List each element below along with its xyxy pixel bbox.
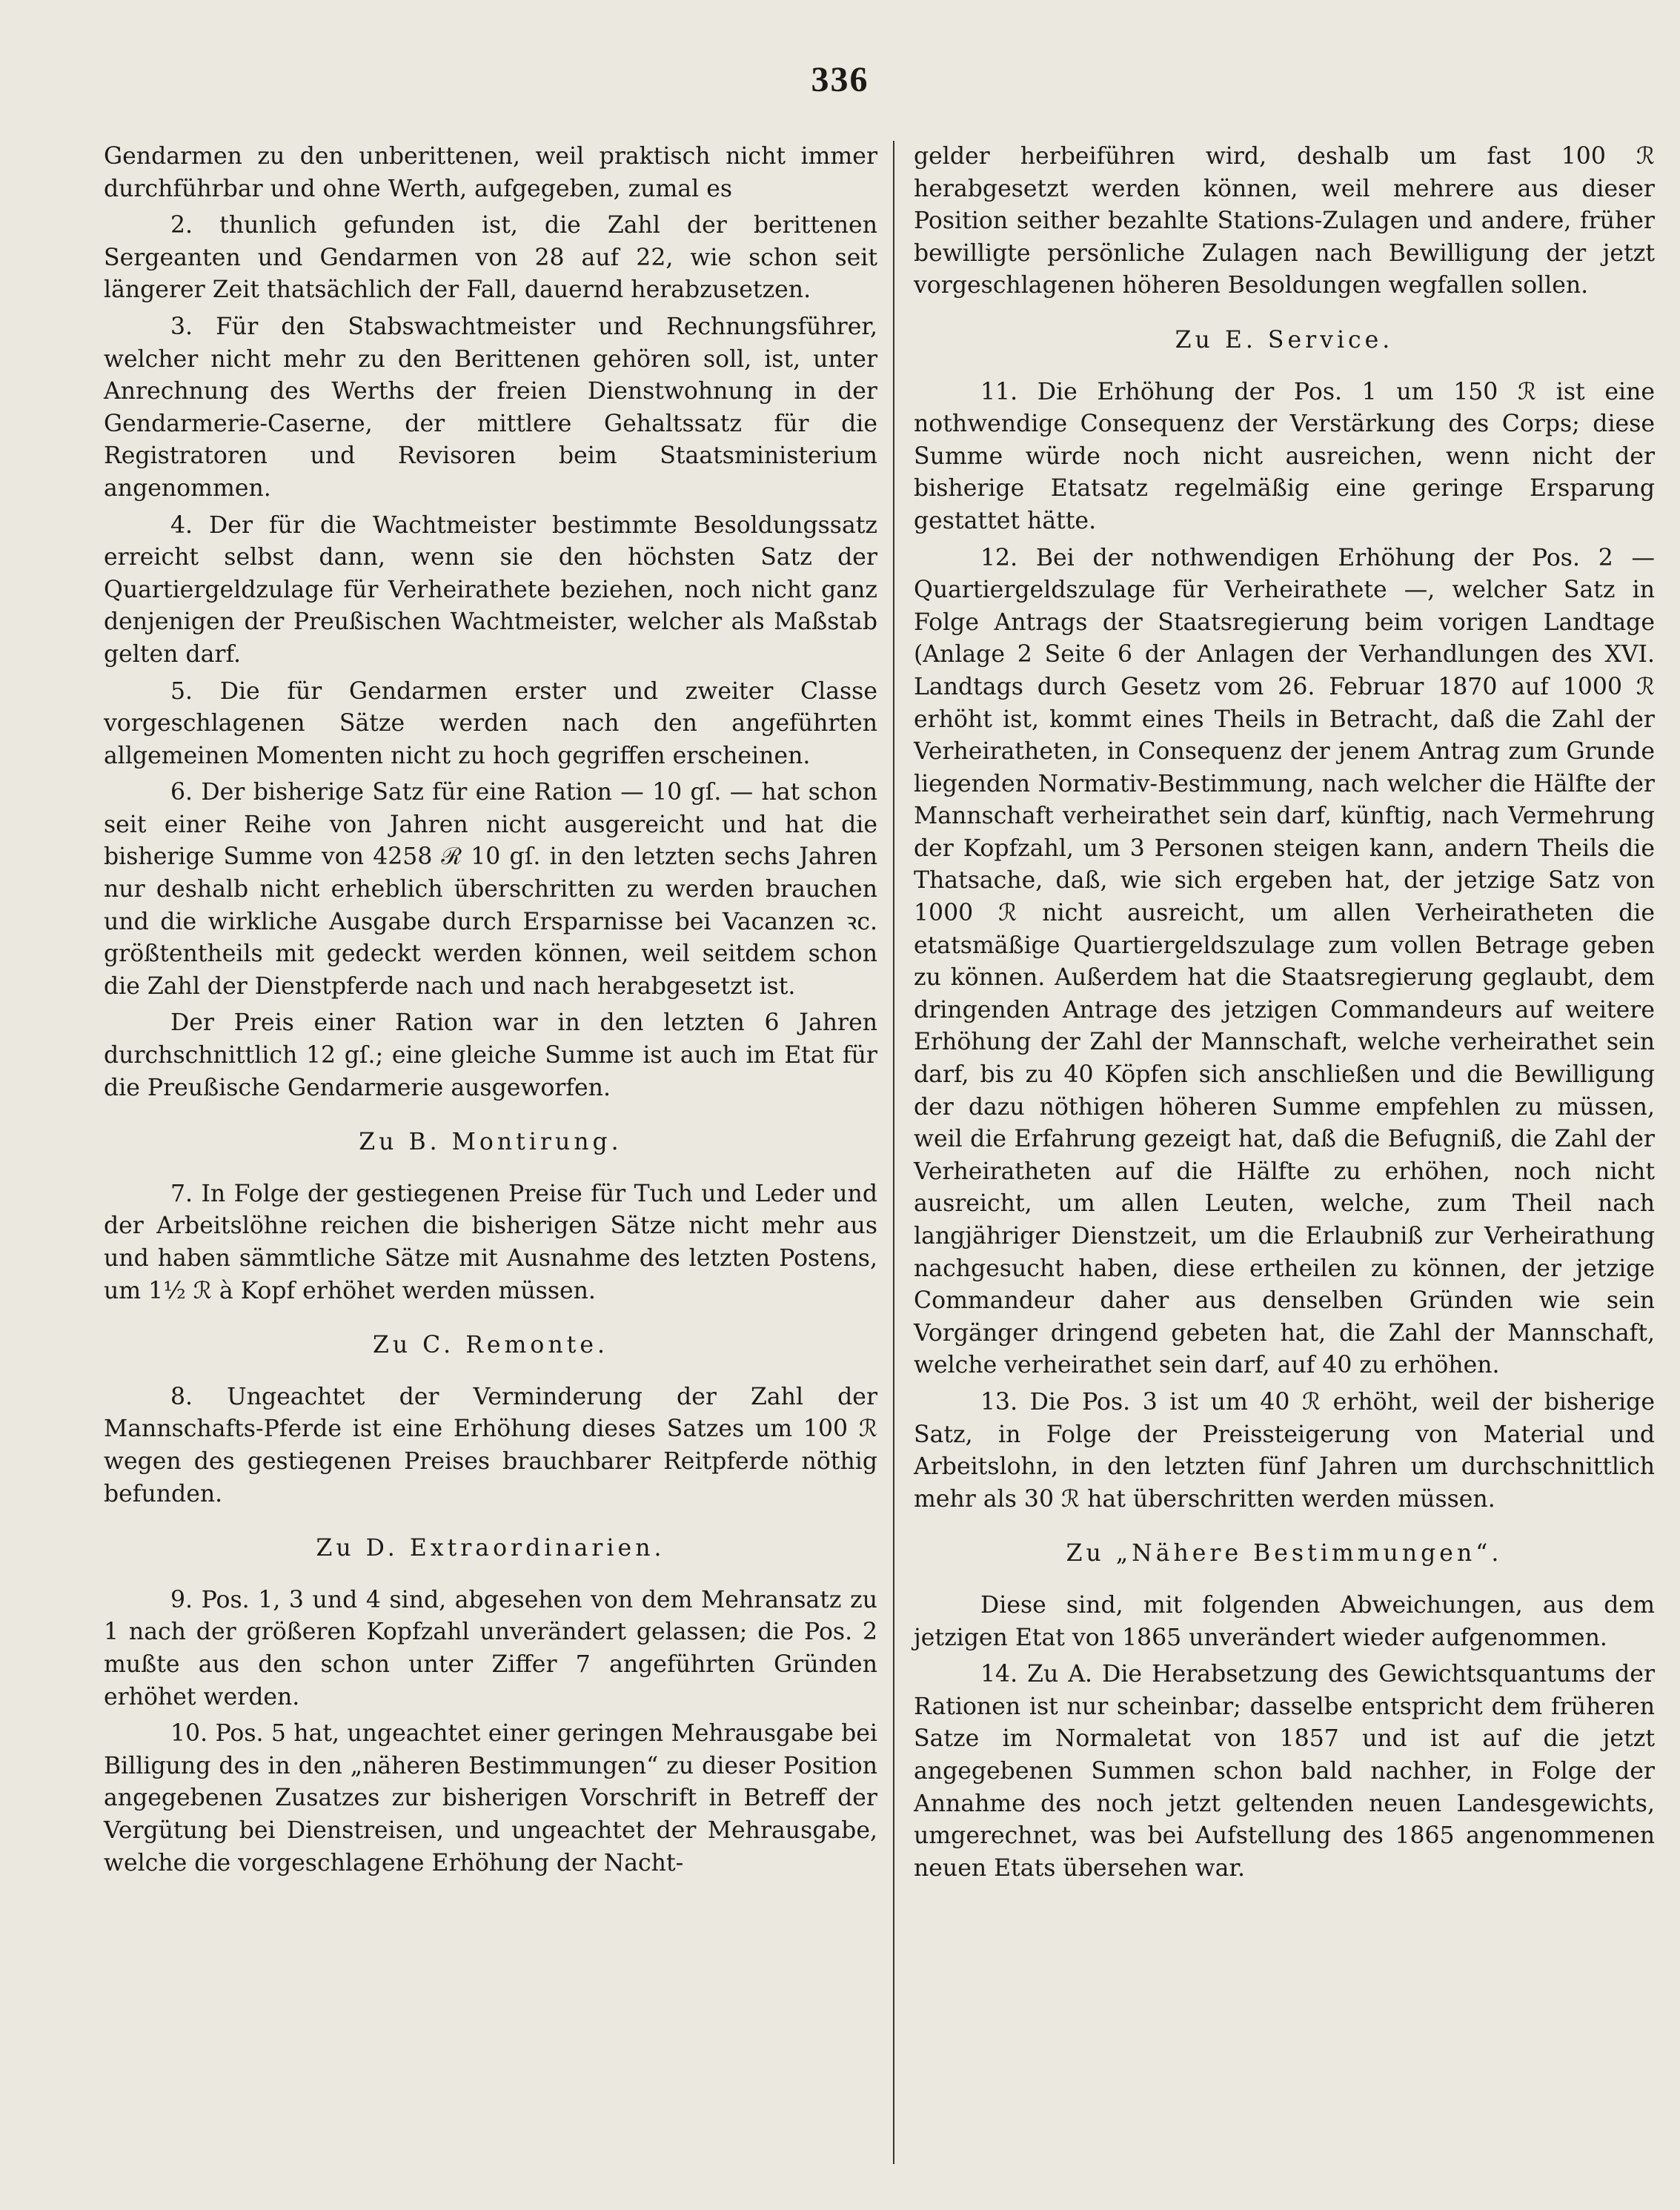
section-heading: Zu E. Service.: [1175, 326, 1394, 354]
section-heading: Zu C. Remonte.: [373, 1332, 608, 1359]
section-heading: Zu „Nähere Bestimmungen“.: [1066, 1540, 1503, 1567]
page-number: 336: [811, 60, 869, 99]
paragraph: 10. Pos. 5 hat, ungeachtet einer geringen Mehrausgabe bei Billigung des in den „näheren Bestimmungen“ zu dieser Position angegebenen Zusatzes zur bisherigen Vorschrift in Betreff der Vergütung bei Dienstreisen, und ungeachtet der Mehrausgabe, welche die vorgeschlagene Erhöhung der Nacht-: [104, 1720, 877, 1876]
paragraph: Diese sind, mit folgenden Abweichungen, aus dem jetzigen Etat von 1865 unverändert wieder aufgenommen.: [914, 1591, 1655, 1651]
paragraph: Gendarmen zu den unberittenen, weil praktisch nicht immer durchführbar und ohne Werth, aufgegeben, zumal es: [104, 143, 877, 202]
paragraph: 14. Zu A. Die Herabsetzung des Gewichtsquantums der Rationen ist nur scheinbar; dasselbe entspricht dem früheren Satze im Normaletat von 1857 und ist auf die jetzt angegebenen Summen schon bald nachher, in Folge der Annahme des noch jetzt geltenden neuen Landesgewichts, umgerechnet, was bei Aufstellung des 1865 angenommenen neuen Etats übersehen war.: [914, 1661, 1655, 1882]
section-heading: Zu D. Extraordinarien.: [316, 1535, 665, 1562]
section-heading: Zu B. Montirung.: [359, 1129, 622, 1156]
paragraph: 7. In Folge der gestiegenen Preise für Tuch und Leder und der Arbeitslöhne reichen die bisherigen Sätze nicht mehr aus und haben sämmtliche Sätze mit Ausnahme des letzten Postens, um 1½ ℛ à Kopf erhöhet werden müssen.: [104, 1180, 877, 1304]
right-column: [914, 141, 1655, 1885]
paragraph: 9. Pos. 1, 3 und 4 sind, abgesehen von dem Mehransatz zu 1 nach der größeren Kopfzahl unverändert gelassen; die Pos. 2 mußte aus den schon unter Ziffer 7 angeführten Gründen erhöhet werden.: [104, 1586, 877, 1710]
paragraph: 3. Für den Stabswachtmeister und Rechnungsführer, welcher nicht mehr zu den Berittenen gehören soll, ist, unter Anrechnung des Werths der freien Dienstwohnung in der Gendarmerie-Caserne, der mittlere Gehaltssatz für die Registratoren und Revisoren beim Staatsministerium angenommen.: [104, 313, 877, 502]
paragraph: 12. Bei der nothwendigen Erhöhung der Pos. 2 — Quartiergeldszulage für Verheirathete —, welcher Satz in Folge Antrags der Staatsregierung beim vorigen Landtage (Anlage 2 Seite 6 der Anlagen der Verhandlungen des XVI. Landtags durch Gesetz vom 26. Februar 1870 auf 1000 ℛ erhöht ist, kommt eines Theils in Betracht, daß die Zahl der Verheiratheten, in Consequenz der jenem Antrag zum Grunde liegenden Normativ-Bestimmung, nach welcher die Hälfte der Mannschaft verheirathet sein darf, künftig, nach Vermehrung der Kopfzahl, um 3 Personen steigen kann, andern Theils die Thatsache, daß, wie sich ergeben hat, der jetzige Satz von 1000 ℛ nicht ausreicht, um allen Verheiratheten die etatsmäßige Quartiergeldszulage zum vollen Betrage geben zu können. Außerdem hat die Staatsregierung geglaubt, dem dringenden Antrage des jetzigen Commandeurs auf weitere Erhöhung der Zahl der Mannschaft, welche verheirathet sein darf, bis zu 40 Köpfen sich anschließen und die Bewilligung der dazu nöthigen höheren Summe empfehlen zu müssen, weil die Erfahrung gezeigt hat, daß die Befugniß, die Zahl der Verheiratheten auf die Hälfte zu erhöhen, noch nicht ausreicht, um allen Leuten, welche, zum Theil nach langjähriger Dienstzeit, um die Erlaubniß zur Verheirathung nachgesucht haben, diese ertheilen zu können, der jetzige Commandeur daher aus denselben Gründen wie sein Vorgänger dringend gebeten hat, die Zahl der Mannschaft, welche verheirathet sein darf, auf 40 zu erhöhen.: [914, 544, 1655, 1379]
left-column: [104, 141, 877, 1879]
paragraph: 2. thunlich gefunden ist, die Zahl der berittenen Sergeanten und Gendarmen von 28 auf 22, wie schon seit längerer Zeit thatsächlich der Fall, dauernd herabzusetzen.: [104, 212, 877, 304]
paragraph: 13. Die Pos. 3 ist um 40 ℛ erhöht, weil der bisherige Satz, in Folge der Preissteigerung von Material und Arbeitslohn, in den letzten fünf Jahren um durchschnittlich mehr als 30 ℛ hat überschritten werden müssen.: [914, 1388, 1655, 1513]
paragraph: gelder herbeiführen wird, deshalb um fast 100 ℛ herabgesetzt werden können, weil mehrere aus dieser Position seither bezahlte Stations-Zulagen und andere, früher bewilligte persönliche Zulagen nach Bewilligung der jetzt vorgeschlagenen höheren Besoldungen wegfallen sollen.: [914, 143, 1655, 299]
column-divider: [893, 141, 894, 2164]
paragraph: 5. Die für Gendarmen erster und zweiter Classe vorgeschlagenen Sätze werden nach den angeführten allgemeinen Momenten nicht zu hoch gegriffen erscheinen.: [104, 677, 877, 769]
paragraph: Der Preis einer Ration war in den letzten 6 Jahren durchschnittlich 12 gſ.; eine gleiche Summe ist auch im Etat für die Preußische Gendarmerie ausgeworfen.: [104, 1009, 877, 1101]
paragraph: 4. Der für die Wachtmeister bestimmte Besoldungssatz erreicht selbst dann, wenn sie den höchsten Satz der Quartiergeldzulage für Verheirathete beziehen, noch nicht ganz denjenigen der Preußischen Wachtmeister, welcher als Maßstab gelten darf.: [104, 511, 877, 668]
paragraph: 8. Ungeachtet der Verminderung der Zahl der Mannschafts-Pferde ist eine Erhöhung dieses Satzes um 100 ℛ wegen des gestiegenen Preises brauchbarer Reitpferde nöthig befunden.: [104, 1383, 877, 1507]
paragraph: 6. Der bisherige Satz für eine Ration — 10 gſ. — hat schon seit einer Reihe von Jahren nicht ausgereicht und hat die bisherige Summe von 4258 ℛ 10 gſ. in den letzten sechs Jahren nur deshalb nicht erheblich überschritten zu werden brauchen und die wirkliche Ausgabe durch Ersparnisse bei Vacanzen ꝛc. größtentheils mit gedeckt werden können, weil seitdem schon die Zahl der Dienstpferde nach und nach herabgesetzt ist.: [104, 779, 877, 1000]
paragraph: 11. Die Erhöhung der Pos. 1 um 150 ℛ ist eine nothwendige Consequenz der Verstärkung des Corps; diese Summe würde noch nicht ausreichen, wenn nicht der bisherige Etatsatz regelmäßig eine geringe Ersparung gestattet hätte.: [914, 378, 1655, 534]
